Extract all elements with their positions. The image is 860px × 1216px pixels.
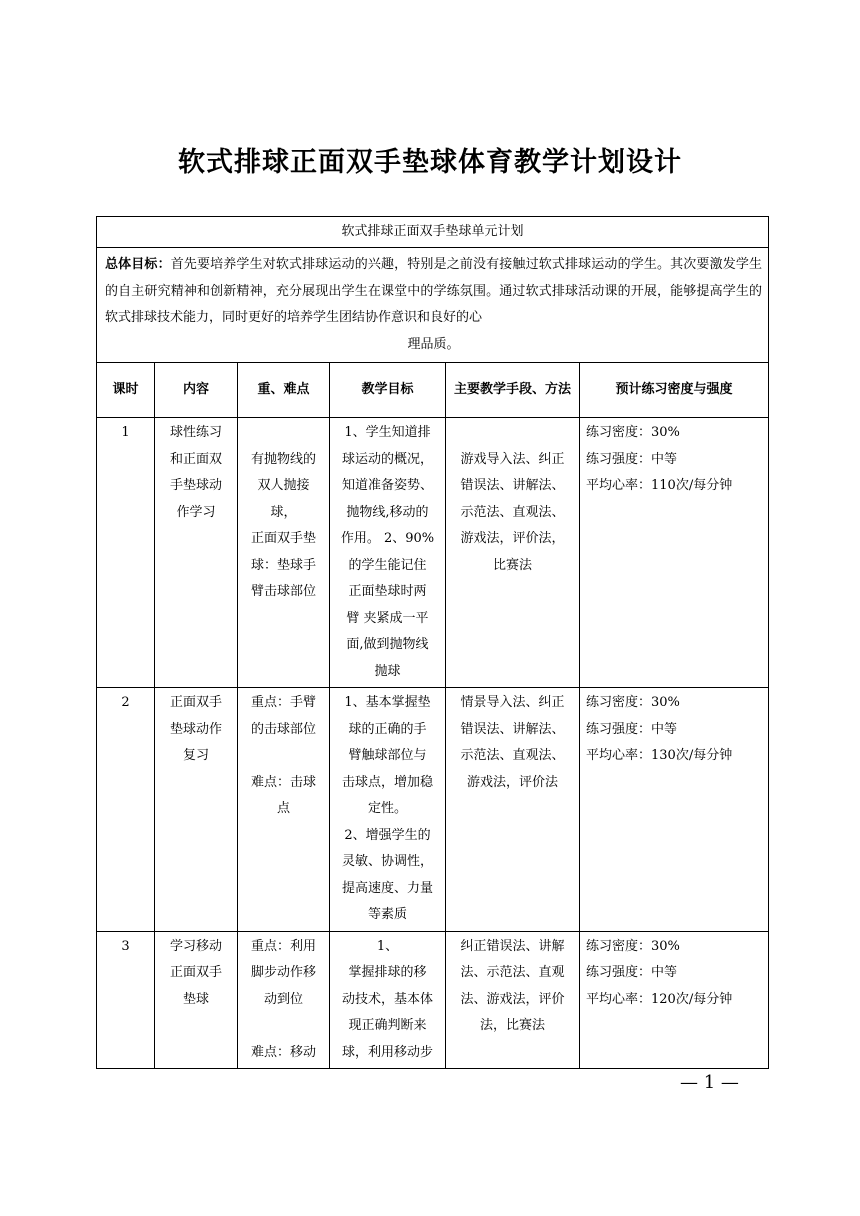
cell-teaching-goals-line: 提高速度、力量 <box>341 880 433 896</box>
cell-intensity-line: 练习强度：中等 <box>586 965 678 980</box>
header-intensity: 预计练习密度与强度 <box>580 363 769 418</box>
cell-methods-line: 错误法、讲解法、 <box>460 478 565 493</box>
table-row <box>97 931 769 1069</box>
cell-teaching-goals-line: 1、学生知道排 <box>344 425 431 440</box>
overall-goal-label: 总体目标： <box>105 257 171 272</box>
cell-intensity-line: 练习密度：30% <box>586 425 680 440</box>
cell-lesson: 3 <box>97 931 155 1069</box>
cell-intensity-line: 练习强度：中等 <box>586 451 678 467</box>
cell-teaching-goals-line: 正面垫球时两 <box>348 584 427 599</box>
cell-teaching-goals-line: 面,做到抛物线 <box>346 637 429 652</box>
cell-teaching-goals-line: 2、增强学生的 <box>344 827 431 843</box>
unit-plan-table <box>96 216 769 1069</box>
cell-teaching-goals-line: 抛物线,移动的 <box>346 504 429 520</box>
page-number: — 1 — <box>680 1072 739 1093</box>
cell-key-points-line: 点 <box>276 801 290 816</box>
cell-teaching-goals-line: 的学生能记住 <box>348 557 427 573</box>
cell-key-points <box>238 931 330 1069</box>
cell-teaching-goals-line: 球运动的概况， <box>341 451 433 467</box>
cell-teaching-goals <box>330 688 446 932</box>
cell-intensity-line: 平均心率：130次/每分钟 <box>586 748 733 763</box>
cell-content-line: 正面双手 <box>169 965 222 980</box>
cell-teaching-goals-line: 球的正确的手 <box>348 721 427 737</box>
cell-lesson: 1 <box>97 418 155 688</box>
cell-teaching-goals-line: 1、 <box>376 938 399 954</box>
cell-key-points <box>238 418 330 688</box>
overall-goal <box>97 248 769 363</box>
cell-key-points-line: 的击球部位 <box>250 721 316 737</box>
cell-methods-line: 法，比赛法 <box>479 1018 545 1033</box>
cell-teaching-goals-line: 现正确判断来 <box>348 1018 427 1033</box>
cell-teaching-goals <box>330 931 446 1069</box>
cell-content <box>155 688 238 932</box>
cell-teaching-goals-line: 1、基本掌握垫 <box>344 695 431 710</box>
unit-plan-title: 软式排球正面双手垫球单元计划 <box>97 217 769 248</box>
cell-key-points <box>238 688 330 932</box>
cell-content-line: 复习 <box>182 748 209 763</box>
table-row <box>97 688 769 932</box>
cell-key-points-line: 球， <box>270 504 297 520</box>
cell-methods-line: 法、示范法、直观 <box>460 965 565 980</box>
cell-content-line: 作学习 <box>176 504 216 520</box>
cell-key-points-line: 难点：移动 <box>250 1044 316 1060</box>
cell-teaching-goals-line: 等素质 <box>367 907 407 922</box>
cell-methods-line: 纠正错误法、讲解 <box>460 938 565 954</box>
cell-teaching-goals-line: 作用。 2、90% <box>340 531 435 546</box>
cell-teaching-goals-line: 灵敏、协调性， <box>341 854 433 869</box>
cell-teaching-goals-line: 掌握排球的移 <box>348 965 427 980</box>
cell-teaching-goals-line: 臂 夹紧成一平 <box>346 610 429 626</box>
cell-methods-line: 游戏导入法、纠正 <box>460 451 565 467</box>
overall-goal-text-end: 理品质。 <box>407 336 460 352</box>
header-lesson: 课时 <box>97 363 155 418</box>
cell-intensity <box>580 688 769 932</box>
cell-teaching-goals-line: 定性。 <box>367 801 407 816</box>
overall-goal-text: 首先要培养学生对软式排球运动的兴趣，特别是之前没有接触过软式排球运动的学生。其次要激发学生的自主研究精神和创新精神，充分展现出学生在课堂中的学练氛围。通过软式排球活动课的开展，能够提高学生的软式排球技术能力，同时更好的培养学生团结协作意识和良好的心 <box>105 257 763 325</box>
cell-methods <box>446 418 580 688</box>
cell-key-points-line <box>244 1013 323 1040</box>
header-content: 内容 <box>155 363 238 418</box>
cell-methods-line: 错误法、讲解法、 <box>460 721 565 737</box>
header-teaching-goals: 教学目标 <box>330 363 446 418</box>
cell-intensity-line: 练习密度：30% <box>586 695 680 710</box>
cell-key-points-line: 脚步动作移 <box>250 965 316 980</box>
cell-methods-line: 情景导入法、纠正 <box>460 695 565 710</box>
cell-methods-line: 游戏法，评价法 <box>466 774 558 790</box>
cell-methods-line <box>452 420 573 447</box>
cell-methods-line: 示范法、直观法、 <box>460 748 565 763</box>
cell-methods-line: 示范法、直观法、 <box>460 504 565 520</box>
cell-methods-line: 比赛法 <box>492 557 532 573</box>
cell-lesson: 2 <box>97 688 155 932</box>
cell-key-points-line: 难点：击球 <box>250 774 316 790</box>
cell-teaching-goals-line: 臂触球部位与 <box>348 748 427 763</box>
cell-content-line: 正面双手 <box>169 695 222 710</box>
table-row <box>97 418 769 688</box>
header-methods: 主要教学手段、方法 <box>446 363 580 418</box>
cell-content-line: 垫球动作 <box>169 721 222 737</box>
cell-methods-line: 法、游戏法，评价 <box>460 991 565 1007</box>
cell-key-points-line: 双人抛接 <box>257 478 310 493</box>
cell-content-line: 垫球 <box>182 991 209 1007</box>
cell-content-line: 手垫球动 <box>169 478 222 493</box>
cell-methods <box>446 931 580 1069</box>
cell-content <box>155 418 238 688</box>
cell-key-points-line: 正面双手垫 <box>250 531 316 546</box>
cell-intensity-line: 练习密度：30% <box>586 938 680 954</box>
cell-key-points-line: 动到位 <box>263 991 303 1007</box>
cell-key-points-line: 有抛物线的 <box>250 451 316 467</box>
cell-intensity <box>580 418 769 688</box>
cell-teaching-goals-line: 知道准备姿势、 <box>341 478 433 493</box>
header-key-points: 重、难点 <box>238 363 330 418</box>
cell-teaching-goals-line: 球，利用移动步 <box>341 1044 433 1060</box>
cell-content-line: 学习移动 <box>169 938 222 954</box>
cell-intensity-line: 练习强度：中等 <box>586 721 678 737</box>
table-header-row <box>97 363 769 418</box>
cell-key-points-line: 重点：手臂 <box>250 695 316 710</box>
cell-key-points-line: 臂击球部位 <box>250 584 316 599</box>
cell-methods <box>446 688 580 932</box>
cell-intensity-line: 平均心率：110次/每分钟 <box>586 478 733 493</box>
cell-methods-line: 游戏法，评价法， <box>460 531 565 546</box>
cell-content-line: 和正面双 <box>169 451 222 467</box>
cell-key-points-line <box>244 743 323 770</box>
cell-teaching-goals-line: 击球点，增加稳 <box>341 774 433 790</box>
cell-content <box>155 931 238 1069</box>
cell-teaching-goals-line: 动技术，基本体 <box>341 991 433 1007</box>
document-title: 软式排球正面双手垫球体育教学计划设计 <box>178 147 682 178</box>
cell-key-points-line <box>244 420 323 447</box>
cell-teaching-goals-line: 抛球 <box>374 663 401 679</box>
cell-content-line: 球性练习 <box>169 425 222 440</box>
cell-intensity <box>580 931 769 1069</box>
cell-teaching-goals <box>330 418 446 688</box>
cell-key-points-line: 球：垫球手 <box>250 557 316 573</box>
cell-key-points-line: 重点：利用 <box>250 938 316 954</box>
cell-intensity-line: 平均心率：120次/每分钟 <box>586 991 733 1007</box>
